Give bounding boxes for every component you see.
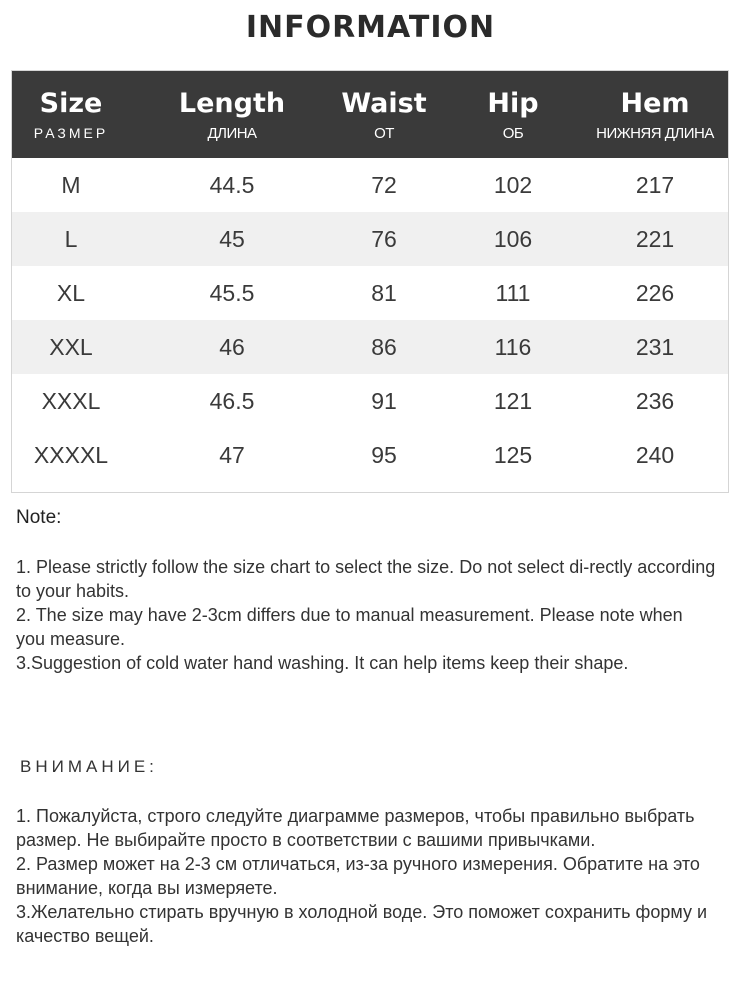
cell-hip: 116 bbox=[494, 333, 532, 360]
cell-size: XXXL bbox=[41, 387, 101, 414]
cell-size: M bbox=[61, 171, 81, 198]
cell-waist: 86 bbox=[371, 333, 397, 360]
table-header bbox=[12, 71, 728, 158]
cell-hem: 217 bbox=[635, 171, 675, 198]
cell-hip: 106 bbox=[493, 225, 533, 252]
header-label: Hip bbox=[487, 87, 539, 119]
cell-length: 46 bbox=[219, 333, 245, 360]
note-item: 2. The size may have 2-3cm differs due to manual measurement. Please note when you measure. bbox=[16, 605, 683, 649]
size-chart-table bbox=[11, 70, 729, 493]
header-label: Size bbox=[39, 88, 103, 119]
cell-length: 44.5 bbox=[209, 171, 255, 198]
russian-notes bbox=[16, 804, 726, 948]
cell-size: XXXXL bbox=[33, 441, 109, 468]
cell-waist: 76 bbox=[371, 225, 397, 252]
cell-length: 45.5 bbox=[209, 279, 255, 306]
header-sublabel: ОБ bbox=[502, 124, 524, 142]
cell-size: XXL bbox=[49, 333, 93, 360]
header-hip bbox=[434, 71, 592, 158]
header-label: Waist bbox=[341, 87, 427, 119]
cell-hip: 102 bbox=[493, 171, 533, 198]
note-item: 3.Suggestion of cold water hand washing. It can help items keep their shape. bbox=[16, 653, 629, 673]
page-title: INFORMATION bbox=[245, 10, 496, 45]
cell-size: XL bbox=[56, 279, 86, 306]
header-size bbox=[12, 71, 130, 158]
cell-hem: 240 bbox=[635, 441, 675, 468]
table-row bbox=[12, 374, 728, 428]
english-notes bbox=[16, 555, 716, 675]
cell-size: L bbox=[64, 225, 78, 252]
cell-length: 46.5 bbox=[209, 387, 255, 414]
note-item: 1. Пожалуйста, строго следуйте диаграмме размеров, чтобы правильно выбрать размер. Не выбирайте просто в соответствии с вашими привычками. bbox=[16, 806, 695, 850]
table-row bbox=[12, 158, 728, 212]
table-row bbox=[12, 428, 728, 482]
cell-hem: 221 bbox=[635, 225, 675, 252]
header-waist bbox=[334, 71, 434, 158]
russian-note-heading: ВНИМАНИЕ: bbox=[20, 757, 158, 776]
cell-waist: 81 bbox=[371, 279, 397, 306]
header-hem bbox=[592, 71, 718, 158]
note-item: 1. Please strictly follow the size chart to select the size. Do not select di-rectly according to your habits. bbox=[16, 557, 716, 601]
cell-hem: 236 bbox=[635, 387, 675, 414]
cell-waist: 95 bbox=[371, 441, 397, 468]
header-sublabel: ДЛИНА bbox=[207, 124, 257, 142]
cell-hem: 231 bbox=[635, 333, 675, 360]
cell-length: 47 bbox=[219, 441, 245, 468]
note-item: 3.Желательно стирать вручную в холодной воде. Это поможет сохранить форму и качество вещей. bbox=[16, 902, 708, 946]
note-item: 2. Размер может на 2-3 см отличаться, из-за ручного измерения. Обратите на это внимание, когда вы измеряете. bbox=[16, 854, 700, 898]
header-sublabel: ОТ bbox=[374, 124, 394, 142]
table-row bbox=[12, 212, 728, 266]
cell-waist: 91 bbox=[371, 387, 397, 414]
cell-hip: 125 bbox=[493, 441, 533, 468]
table-row bbox=[12, 320, 728, 374]
cell-length: 45 bbox=[219, 225, 245, 252]
header-label: Hem bbox=[620, 87, 690, 119]
header-length bbox=[130, 71, 334, 158]
header-sublabel: РАЗМЕР bbox=[33, 125, 109, 141]
cell-hip: 111 bbox=[495, 279, 531, 306]
cell-waist: 72 bbox=[371, 171, 397, 198]
cell-hem: 226 bbox=[635, 279, 675, 306]
cell-hip: 121 bbox=[493, 387, 533, 414]
header-label: Length bbox=[178, 87, 286, 119]
table-row bbox=[12, 266, 728, 320]
header-sublabel: НИЖНЯЯ ДЛИНА bbox=[596, 124, 714, 142]
note-heading: Note: bbox=[16, 507, 62, 528]
